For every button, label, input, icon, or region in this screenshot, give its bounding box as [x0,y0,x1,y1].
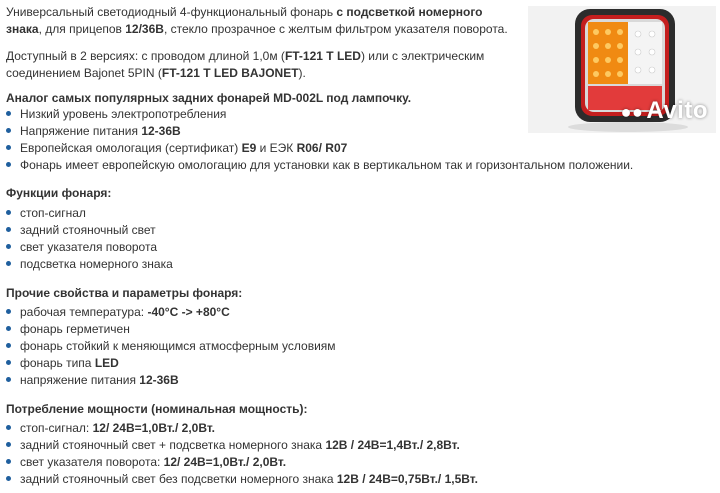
list-item [6,321,130,338]
list-item [6,471,478,488]
bullet-icon [6,425,11,430]
power-heading: Потребление мощности (номинальная мощность): [6,402,308,416]
plain-text: задний стояночный свет без подсветки номерного знака [20,472,337,486]
list-item [6,454,286,471]
list-item [6,304,230,321]
plain-text: Фонарь имеет европейскую омологацию для установки как в вертикальном так и горизонтальном положении. [20,158,634,172]
emphasis-text: E9 [241,141,257,155]
list-item [6,123,181,140]
list-item [6,205,86,222]
emphasis-text: 12-36В [139,373,179,387]
bullet-icon [6,326,11,331]
plain-text: свет указателя поворота: [20,455,164,469]
list-item [6,338,336,355]
plain-text: свет указателя поворота [20,240,157,254]
bullet-icon [6,476,11,481]
bullet-icon [6,309,11,314]
list-item [6,239,157,256]
list-item [6,140,347,157]
avito-watermark: ●● Avito [620,97,708,124]
plain-text: и ЕЭК [256,141,297,155]
emphasis-text: FT-121 T LED BAJONET [161,66,299,80]
plain-text: подсветка номерного знака [20,257,173,271]
list-item [6,157,633,174]
bullet-icon [6,227,11,232]
plain-text: задний стояночный свет + подсветка номерного знака [20,438,326,452]
emphasis-text: FT-121 T LED [284,49,361,63]
bullet-icon [6,145,11,150]
bullet-icon [6,210,11,215]
bullet-icon [6,459,11,464]
analog-heading: Аналог самых популярных задних фонарей MD-002L под лампочку. [6,91,412,105]
emphasis-text: 12/36В [125,22,164,36]
plain-text: ) или с электрическим соединением Bajonet 5PIN ( [6,49,485,80]
emphasis-text: с подсветкой номерного знака [6,5,483,36]
bullet-icon [6,128,11,133]
product-photo [528,6,716,133]
plain-text: рабочая температура: [20,305,148,319]
emphasis-text: -40°C -> +80°C [147,305,230,319]
emphasis-text: 12В / 24В=0,75Вт./ 1,5Вт. [336,472,478,486]
plain-text: стоп-сигнал [20,206,86,220]
plain-text: , стекло прозрачное с желтым фильтром указателя поворота. [163,22,508,36]
plain-text: напряжение питания [20,373,140,387]
bullet-icon [6,442,11,447]
list-item [6,222,156,239]
list-item [6,355,119,372]
plain-text: Европейская омологация (сертификат) [20,141,242,155]
emphasis-text: 12/ 24В=1,0Вт./ 2,0Вт. [163,455,287,469]
list-item [6,420,215,437]
plain-text: фонарь герметичен [20,322,130,336]
plain-text: Низкий уровень электропотребления [20,107,227,121]
intro-paragraph-1 [6,4,511,38]
emphasis-text: R06/ R07 [296,141,348,155]
bullet-icon [6,162,11,167]
bullet-icon [6,360,11,365]
emphasis-text: 12В / 24В=1,4Вт./ 2,8Вт. [325,438,460,452]
plain-text: стоп-сигнал: [20,421,93,435]
plain-text: фонарь типа [20,356,95,370]
emphasis-text: 12-36В [141,124,181,138]
plain-text: ). [298,66,306,80]
plain-text: Доступный в 2 версиях: с проводом длиной 1,0м ( [6,49,285,63]
bullet-icon [6,377,11,382]
plain-text: фонарь стойкий к меняющимся атмосферным условиям [20,339,336,353]
plain-text: Универсальный светодиодный 4-функциональный фонарь [6,5,337,19]
functions-heading: Функции фонаря: [6,186,112,200]
plain-text: Напряжение питания [20,124,142,138]
avito-logo-icon: ●● [620,102,644,122]
props-heading: Прочие свойства и параметры фонаря: [6,286,243,300]
list-item [6,372,179,389]
intro-paragraph-2 [6,48,511,82]
bullet-icon [6,244,11,249]
emphasis-text: LED [94,356,119,370]
bullet-icon [6,111,11,116]
bullet-icon [6,343,11,348]
bullet-icon [6,261,11,266]
list-item [6,256,173,273]
plain-text: задний стояночный свет [20,223,156,237]
plain-text: , для прицепов [38,22,126,36]
list-item [6,437,460,454]
list-item [6,106,226,123]
emphasis-text: 12/ 24В=1,0Вт./ 2,0Вт. [92,421,215,435]
